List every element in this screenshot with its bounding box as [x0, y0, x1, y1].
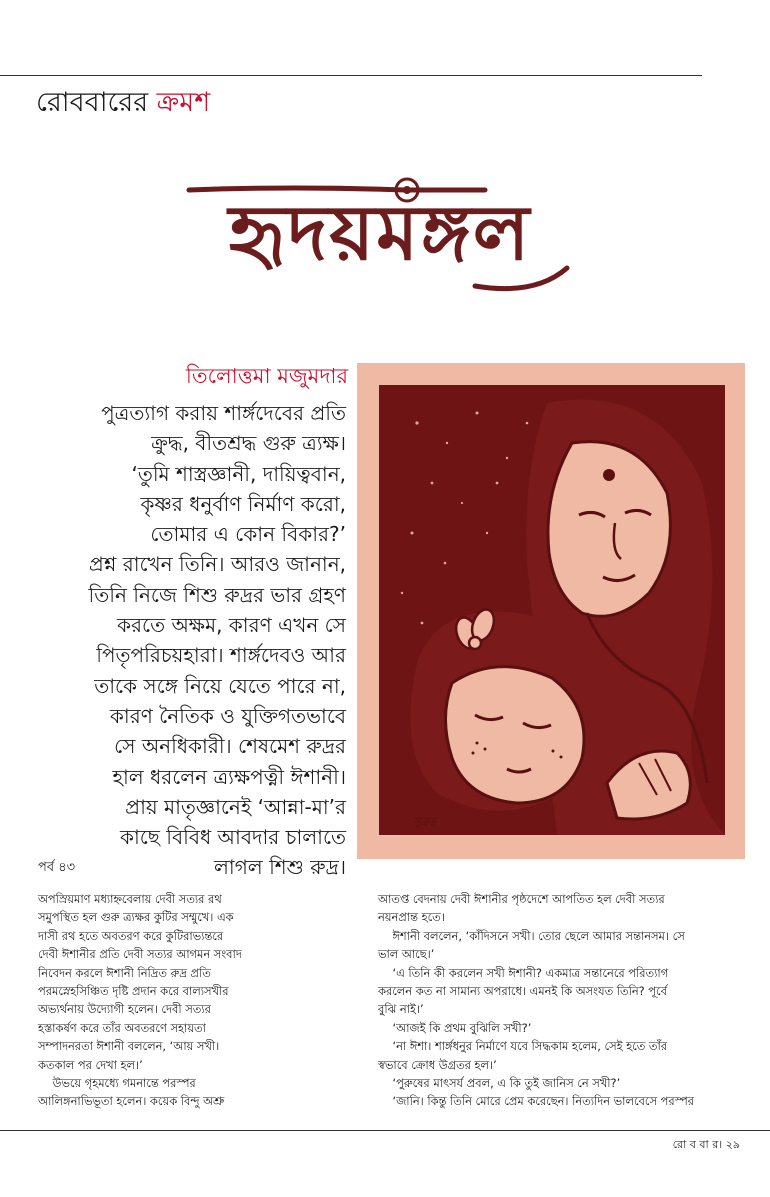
body-line: করলেন কত না সামান্য অপরাধে। এমনই কি অসংযত তিনি? পূর্বে: [378, 984, 667, 999]
body-line: সমুপস্থিত হল গুরু ত্র্যক্ষর কুটির সম্মুখে। এক: [38, 910, 234, 925]
mother-child-artwork: [357, 363, 745, 859]
intro-line: কৃষ্ণর ধনুর্বাণ নির্মাণ করো,: [140, 491, 346, 516]
intro-line: ‘তুমি শাস্ত্রজ্ঞানী, দায়িত্ববান,: [131, 461, 346, 486]
intro-line: করতে অক্ষম, কারণ এখন সে: [117, 613, 346, 638]
intro-summary: [20, 398, 346, 883]
body-column-right: [378, 890, 700, 1111]
page-footer: রো ব বা র। ২৯: [672, 1138, 740, 1151]
body-line: দেবী ঈশানীর প্রতি দেবী সত্যর আগমন সংবাদ: [38, 947, 242, 962]
intro-line: লাগল শিশু রুদ্র।: [214, 855, 346, 880]
body-line: ঈশানী বললেন, ‘কাঁদিসনে সখী। তোর ছেলে আমার সন্তানসম। সে: [378, 928, 685, 943]
intro-line: কারণ নৈতিক ও যুক্তিগতভাবে: [109, 703, 346, 728]
intro-line: সে অনধিকারী। শেষমেশ রুদ্রর: [114, 734, 346, 759]
body-line: ভাল আছে।’: [378, 947, 435, 962]
body-line: ‘না ঈশা। শার্ঙ্গধনুর নির্মাণে যবে সিদ্ধকাম হলেম, সেই হতে তাঁর: [378, 1039, 668, 1054]
body-line: হস্তাকর্ষণ করে তাঁর অবতরণে সহায়তা: [38, 1020, 206, 1035]
body-line: দাসী রথ হতে অবতরণ করে কুটিরাভ্যন্তরে: [38, 928, 224, 943]
intro-line: পুত্রত্যাগ করায় শার্ঙ্গদেবের প্রতি: [101, 401, 346, 425]
top-rule: [0, 75, 702, 76]
body-line: আতপ্ত বেদনায় দেবী ঈশানীর পৃষ্ঠদেশে আপতিত হল দেবী সত্যর: [378, 892, 665, 906]
masthead-title: হৃদয়মঙ্গল: [228, 188, 532, 277]
section-label-accent: ক্রমশ: [156, 87, 211, 118]
section-label-main: রোববারের: [36, 87, 157, 118]
intro-line: পিতৃপরিচয়হারা। শার্ঙ্গদেবও আর: [96, 643, 346, 668]
body-line: কতকাল পর দেখা হল।’: [38, 1057, 143, 1072]
section-header: [36, 86, 210, 120]
author-name: তিলোত্তমা মজুমদার: [185, 364, 348, 388]
body-line: স্বভাবে ক্রোধ উগ্রতর হল।’: [378, 1057, 497, 1072]
artist-signature: সুব্রত: [413, 815, 437, 828]
episode-label: পর্ব ৪৩: [38, 860, 76, 875]
bottom-rule: [0, 1130, 770, 1131]
intro-line: ক্রুদ্ধ, বীতশ্রদ্ধ গুরু ত্র্যক্ষ।: [151, 431, 346, 456]
body-line: ‘আজই কি প্রথম বুঝিলি সখী?’: [378, 1020, 532, 1035]
body-line: পরমস্নেহসিঞ্চিত দৃষ্টি প্রদান করে বাল্যসখীর: [38, 984, 229, 999]
intro-line: কাছে বিবিধ আবদার চালাতে: [119, 825, 346, 850]
body-line: অভ্যর্থনায় উদ্যোগী হলেন। দেবী সত্যর: [38, 1002, 211, 1017]
body-column-left: [38, 890, 360, 1111]
body-line: বুঝি নাই।’: [378, 1002, 424, 1017]
body-line: আলিঙ্গনাভিভূতা হলেন। কয়েক বিন্দু অশ্রু: [38, 1094, 225, 1109]
story-illustration: [357, 363, 745, 859]
body-line: সম্পাদনরতা ঈশানী বললেন, ‘আয় সখী।: [38, 1039, 220, 1054]
intro-line: তোমার এ কোন বিকার?’: [150, 522, 346, 547]
body-line: ‘পুরুষের মাৎসর্য প্রবল, এ কি তুই জানিস নে সখী?’: [378, 1076, 621, 1091]
intro-line: প্রায় মাতৃজ্ঞানেই ‘আন্না-মা’র: [125, 794, 346, 819]
body-line: নিবেদন করলে ঈশানী নিদ্রিত রুদ্র প্রতি: [38, 965, 211, 980]
intro-line: তাকে সঙ্গে নিয়ে যেতে পারে না,: [94, 673, 346, 698]
body-line: ‘এ তিনি কী করলেন সখী ঈশানী? একমাত্র সন্তানেরে পরিত্যাগ: [378, 965, 669, 980]
series-masthead: [175, 168, 585, 308]
intro-line: প্রশ্ন রাখেন তিনি। আরও জানান,: [88, 552, 346, 577]
intro-line: তিনি নিজে শিশু রুদ্রর ভার গ্রহণ: [88, 582, 346, 607]
intro-line: হাল ধরলেন ত্র্যক্ষপত্নী ঈশানী।: [112, 764, 346, 789]
body-line: অপস্রিয়মাণ মধ্যাহ্নবেলায় দেবী সত্যর রথ: [38, 892, 222, 906]
body-line: উভয়ে গৃহমধ্যে গমনান্তে পরস্পর: [38, 1076, 196, 1091]
body-line: নয়নপ্রান্ত হতে।: [378, 910, 445, 925]
body-line: ‘জানি। কিন্তু তিনি মোরে প্রেম করেছেন। নিত্যদিন ভালবেসে পরস্পর: [378, 1094, 694, 1109]
